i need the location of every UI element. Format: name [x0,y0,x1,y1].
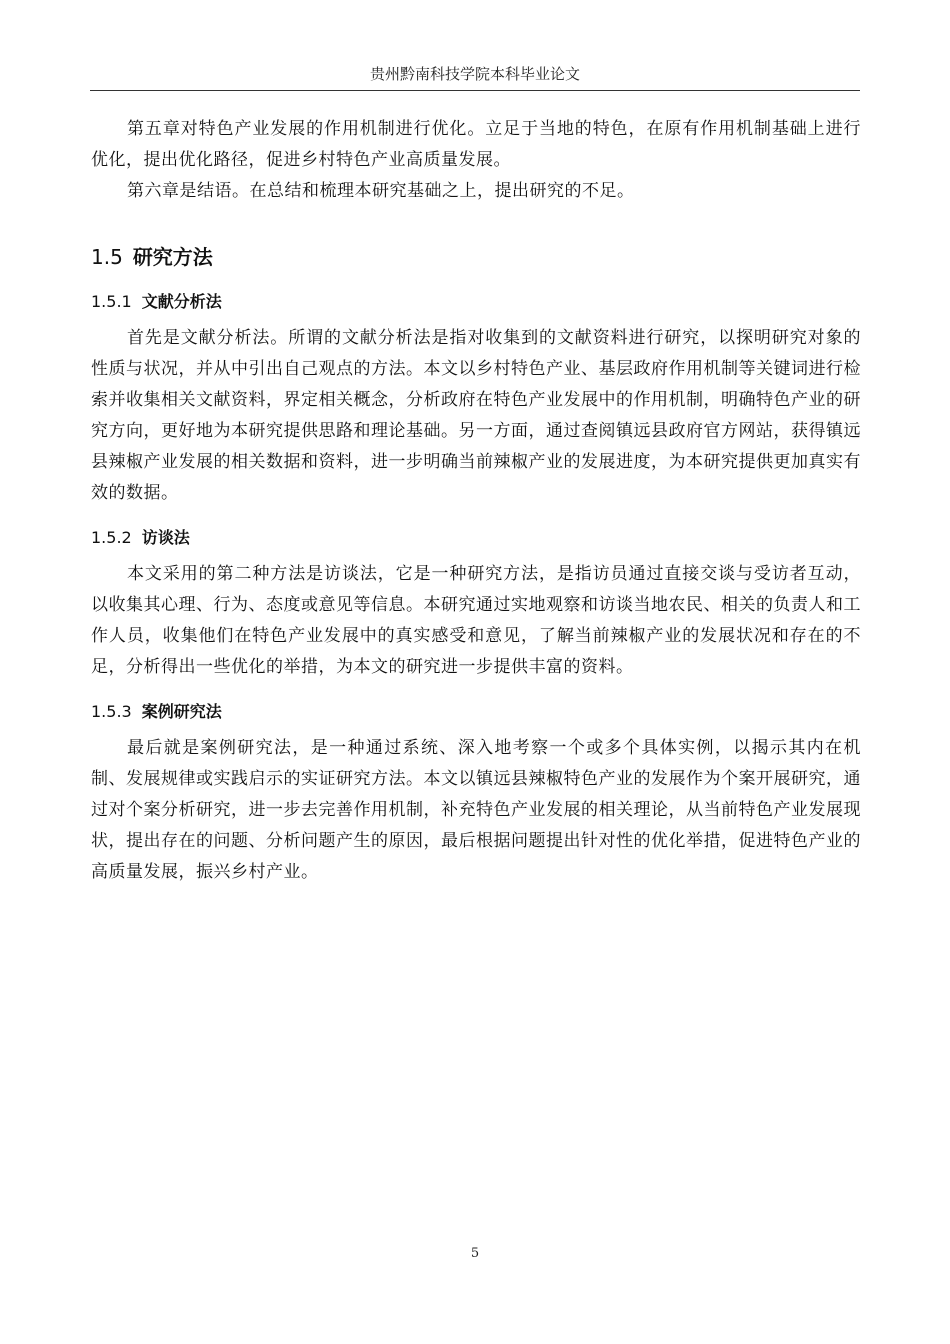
section-number: 1.5 [91,245,123,269]
page-header [90,62,860,91]
section-title: 研究方法 [132,245,213,269]
subsection-heading [91,699,861,725]
body-paragraph: 最后就是案例研究法，是一种通过系统、深入地考察一个或多个具体实例，以揭示其内在机制、发展规律或实践启示的实证研究方法。本文以镇远县辣椒特色产业的发展作为个案开展研究，通过对个案分析研究，进一步去完善作用机制，补充特色产业发展的相关理论，从当前特色产业发展现状，提出存在的问题、分析问题产生的原因，最后根据问题提出针对性的优化举措，促进特色产业的高质量发展，振兴乡村产业。 [91,738,861,882]
subsection-title: 文献分析法 [141,292,222,311]
body-paragraph: 首先是文献分析法。所谓的文献分析法是指对收集到的文献资料进行研究，以探明研究对象的性质与状况，并从中引出自己观点的方法。本文以乡村特色产业、基层政府作用机制等关键词进行检索并收集相关文献资料，界定相关概念，分析政府在特色产业发展中的作用机制，明确特色产业的研究方向，更好地为本研究提供思路和理论基础。另一方面，通过查阅镇远县政府官方网站，获得镇远县辣椒产业发展的相关数据和资料，进一步明确当前辣椒产业的发展进度，为本研究提供更加真实有效的数据。 [91,328,861,503]
intro-paragraph: 第六章是结语。在总结和梳理本研究基础之上，提出研究的不足。 [127,181,635,201]
subsection-title: 案例研究法 [141,702,222,721]
section-heading [91,243,861,271]
body-paragraph: 本文采用的第二种方法是访谈法，它是一种研究方法，是指访员通过直接交谈与受访者互动，以收集其心理、行为、态度或意见等信息。本研究通过实地观察和访谈当地农民、相关的负责人和工作人员，收集他们在特色产业发展中的真实感受和意见，了解当前辣椒产业的发展状况和存在的不足，分析得出一些优化的举措，为本文的研究进一步提供丰富的资料。 [91,564,861,677]
subsection-heading [91,289,861,315]
page-number: 5 [470,1246,480,1261]
subsection-number: 1.5.1 [91,292,132,311]
header-title: 贵州黔南科技学院本科毕业论文 [369,65,580,83]
subsection-heading [91,525,861,551]
intro-paragraph: 第五章对特色产业发展的作用机制进行优化。立足于当地的特色，在原有作用机制基础上进行优化，提出优化路径，促进乡村特色产业高质量发展。 [91,119,861,170]
subsection-number: 1.5.2 [91,528,132,547]
page-content [91,114,861,888]
subsection-number: 1.5.3 [91,702,132,721]
subsection-title: 访谈法 [141,528,190,547]
